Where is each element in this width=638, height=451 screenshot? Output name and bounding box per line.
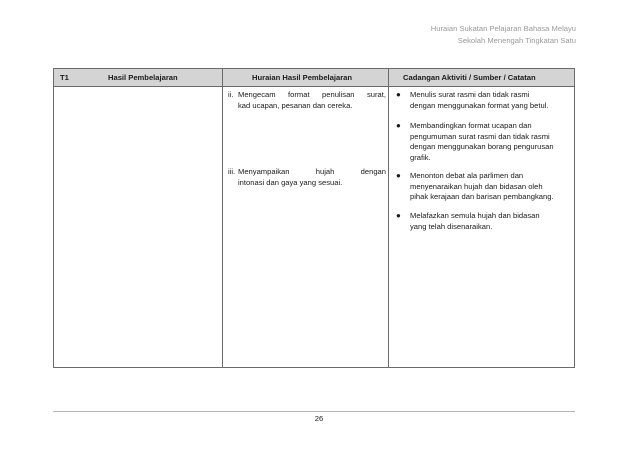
column-header-hasil: Hasil Pembelajaran	[108, 73, 178, 82]
huraian-item-number: ii.	[228, 90, 234, 99]
curriculum-table	[53, 68, 575, 368]
aktiviti-text-line: yang telah disenaraikan.	[410, 221, 493, 231]
column-header-aktiviti: Cadangan Aktiviti / Sumber / Catatan	[403, 73, 536, 82]
huraian-item-text-line: Menyampaikan hujah dengan	[238, 167, 386, 176]
bullet-icon: ●	[396, 171, 401, 180]
header-line-level: Sekolah Menengah Tingkatan Satu	[457, 36, 576, 45]
footer-rule	[53, 411, 575, 412]
aktiviti-text-line: Melafazkan semula hujah dan bidasan	[410, 211, 540, 220]
aktiviti-text-line: menyenaraikan hujah dan bidasan oleh	[410, 181, 543, 191]
bullet-icon: ●	[396, 211, 401, 220]
aktiviti-text-line: dengan menggunakan borang pengurusan	[410, 142, 554, 151]
table-header-row	[54, 69, 574, 87]
header-line-subject: Huraian Sukatan Pelajaran Bahasa Melayu	[430, 24, 576, 33]
huraian-item-text-line: intonasi dan gaya yang sesuai.	[238, 177, 343, 187]
huraian-item-text-line: kad ucapan, pesanan dan cereka.	[238, 100, 353, 110]
huraian-item-number: iii.	[228, 167, 236, 176]
column-divider-1	[222, 69, 223, 367]
aktiviti-text-line: dengan menggunakan format yang betul.	[410, 100, 549, 110]
document-header-note	[431, 23, 576, 47]
aktiviti-text-line: pihak kerajaan dan barisan pembangkang.	[410, 192, 554, 201]
column-divider-2	[388, 69, 389, 367]
aktiviti-text-line: Menonton debat ala parlimen dan	[410, 171, 524, 180]
aktiviti-text-line: Menulis surat rasmi dan tidak rasmi	[410, 90, 530, 99]
column-header-t1: T1	[60, 73, 69, 82]
huraian-item-text-line: Mengecam format penulisan surat,	[238, 90, 386, 99]
aktiviti-text-line: Membandingkan format ucapan dan	[410, 121, 532, 130]
aktiviti-text-line: grafik.	[410, 152, 431, 162]
bullet-icon: ●	[396, 121, 401, 130]
aktiviti-text-line: pengumuman surat rasmi dan tidak rasmi	[410, 131, 550, 141]
bullet-icon: ●	[396, 90, 401, 99]
column-header-huraian: Huraian Hasil Pembelajaran	[252, 73, 353, 82]
page-number: 26	[314, 414, 324, 423]
